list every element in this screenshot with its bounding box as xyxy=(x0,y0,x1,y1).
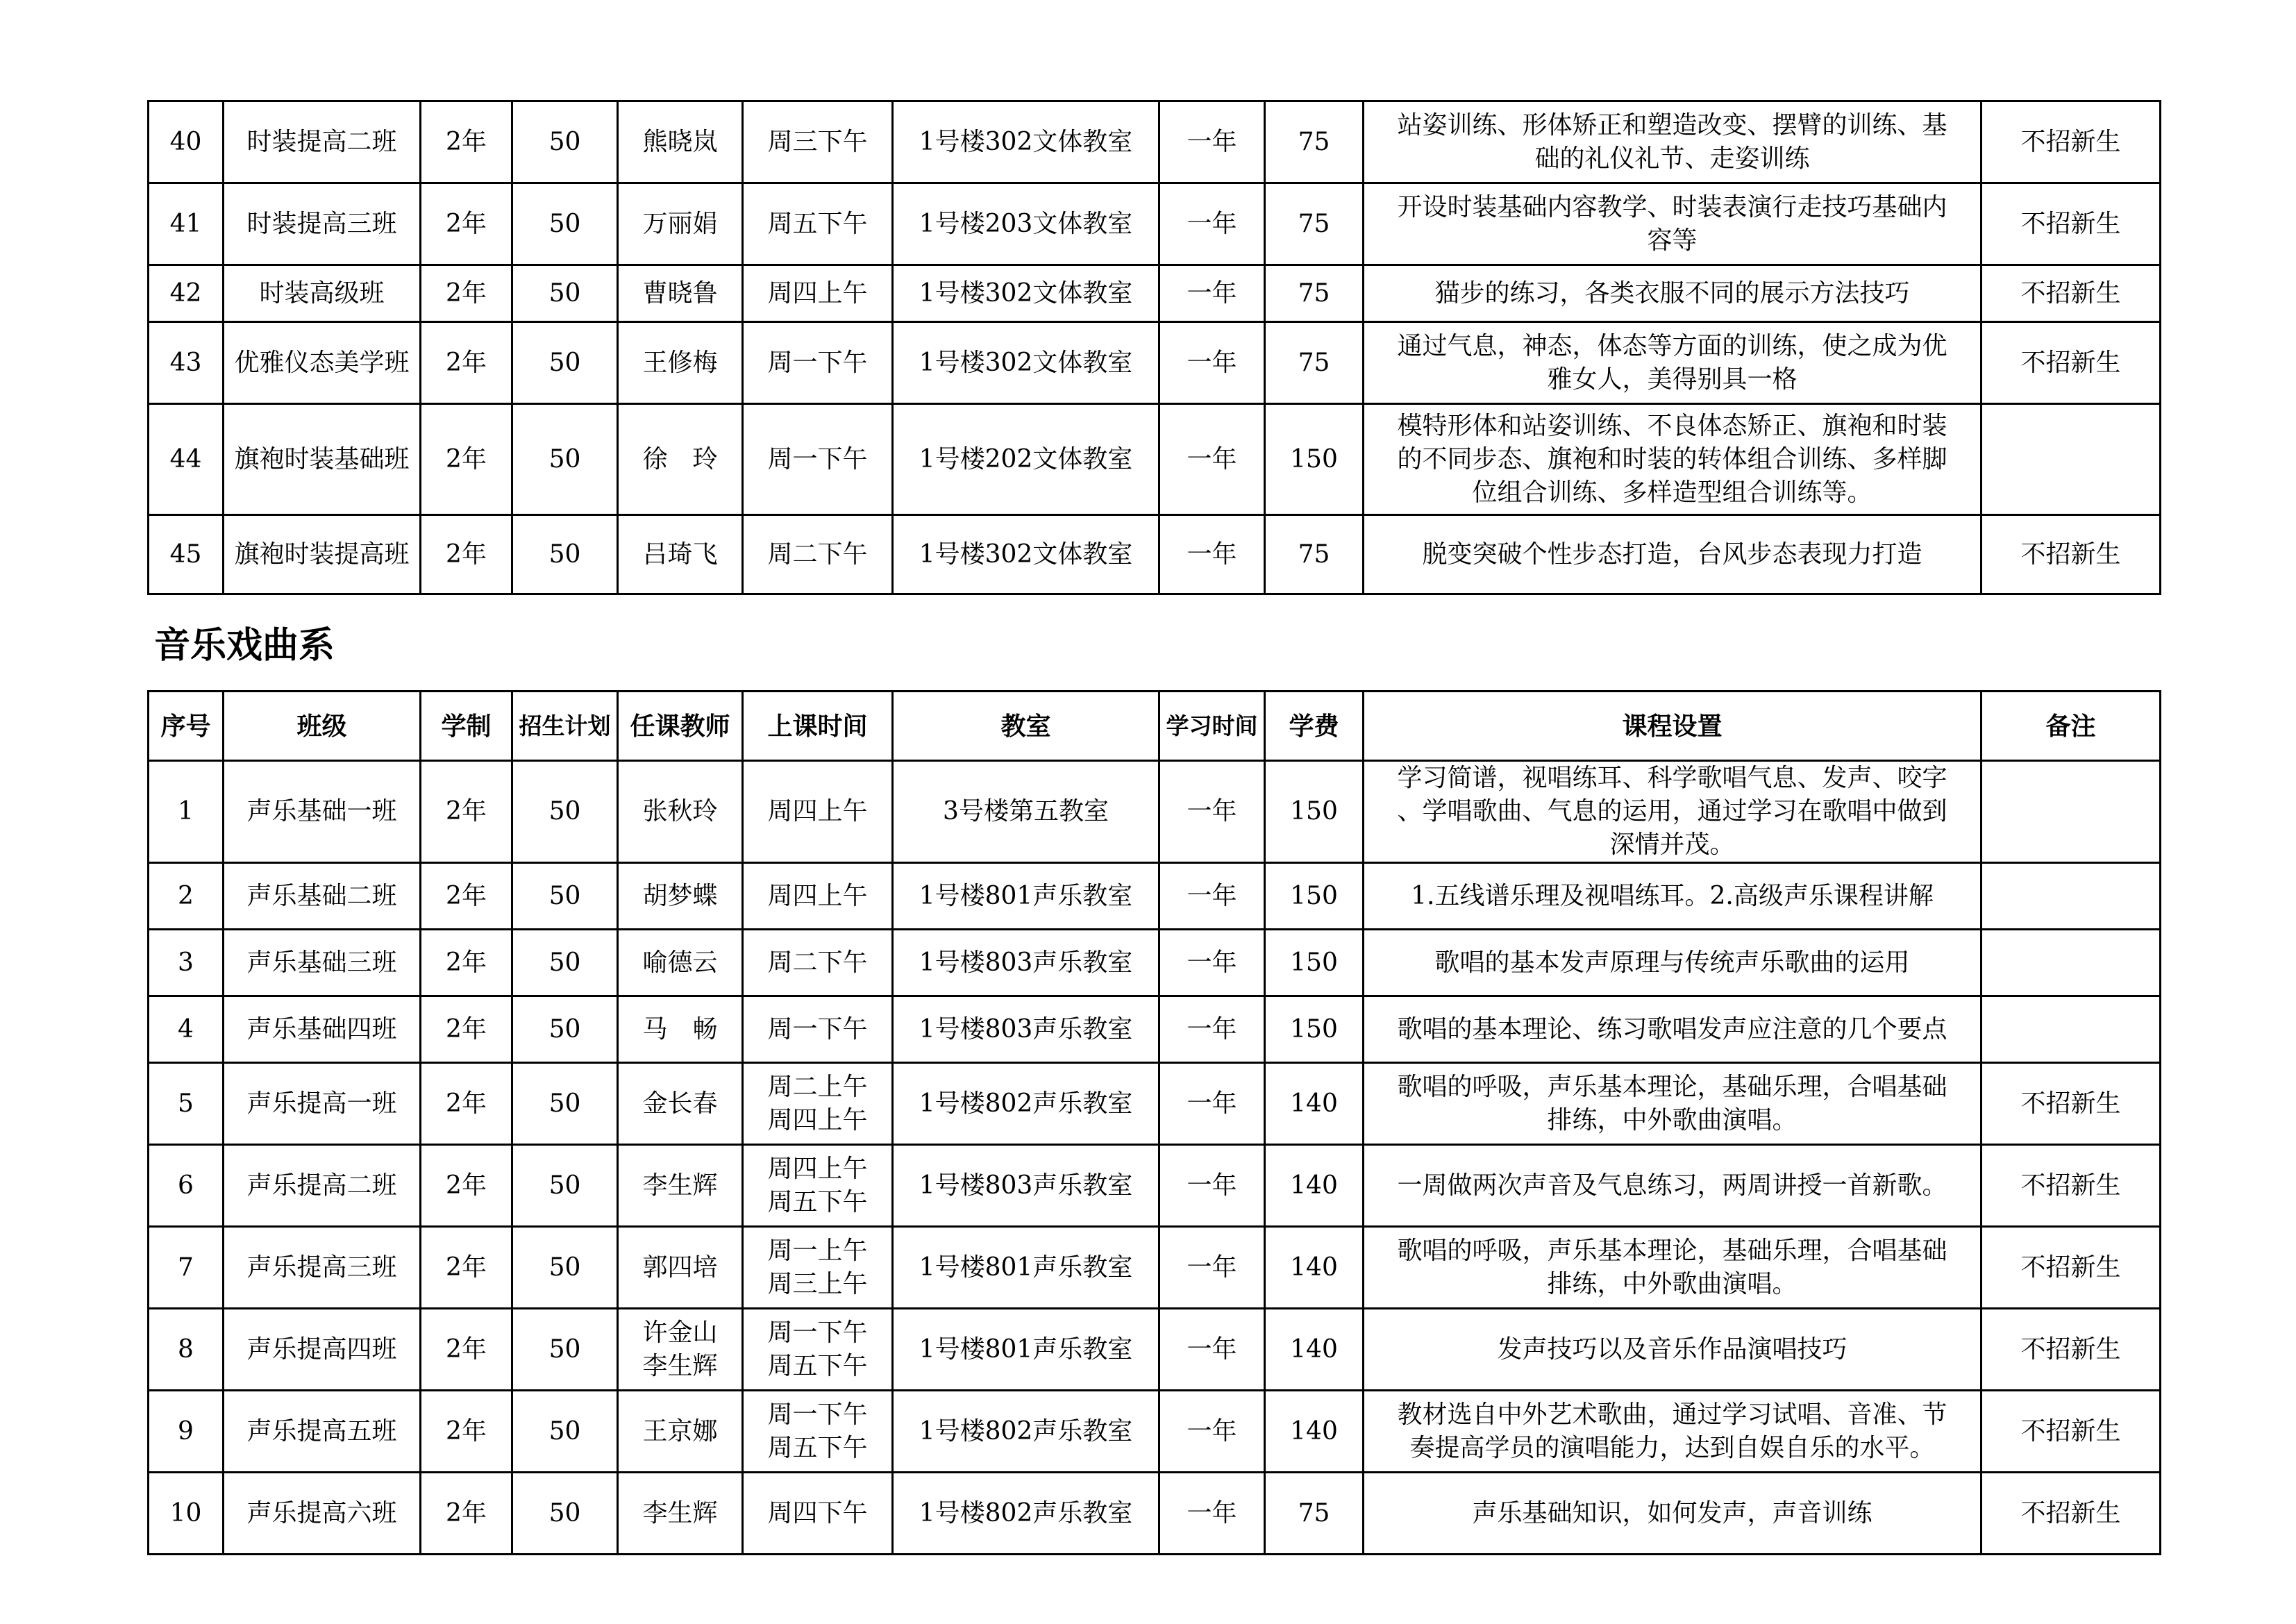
enrollment-plan: 50 xyxy=(512,101,618,183)
row-number: 10 xyxy=(149,1473,224,1555)
class-name: 时装高级班 xyxy=(224,265,421,322)
class-name: 优雅仪态美学班 xyxy=(224,322,421,404)
enrollment-plan: 50 xyxy=(512,1473,618,1555)
tuition-fee: 140 xyxy=(1265,1063,1364,1145)
header-fee: 学费 xyxy=(1265,692,1364,761)
class-time xyxy=(743,1145,893,1227)
remark xyxy=(1981,761,2161,863)
course-content-line: 容等 xyxy=(1647,226,1698,255)
header-duration: 学习时间 xyxy=(1159,692,1265,761)
header-course: 课程设置 xyxy=(1364,692,1981,761)
class-name: 时装提高三班 xyxy=(224,183,421,265)
row-number: 1 xyxy=(149,761,224,863)
study-duration: 一年 xyxy=(1159,515,1265,594)
course-content-line: 一周做两次声音及气息练习，两周讲授一首新歌。 xyxy=(1397,1171,1947,1200)
teacher xyxy=(618,1473,743,1555)
course-content-line: 发声技巧以及音乐作品演唱技巧 xyxy=(1497,1334,1847,1364)
class-time-line: 周四下午 xyxy=(767,1498,868,1527)
tuition-fee: 140 xyxy=(1265,1145,1364,1227)
class-time-line: 周一下午 xyxy=(767,348,868,377)
course-content-line: 排练，中外歌曲演唱。 xyxy=(1547,1269,1798,1298)
row-number: 3 xyxy=(149,930,224,996)
class-time-line: 周二上午 xyxy=(767,1072,868,1101)
course-content xyxy=(1364,183,1981,265)
study-duration: 一年 xyxy=(1159,183,1265,265)
classroom: 1号楼302文体教室 xyxy=(893,101,1159,183)
header-plan: 招生计划 xyxy=(512,692,618,761)
school-term: 2年 xyxy=(421,996,512,1063)
row-number: 6 xyxy=(149,1145,224,1227)
teacher-line: 万丽娟 xyxy=(642,209,718,238)
remark xyxy=(1981,996,2161,1063)
class-name: 声乐基础三班 xyxy=(224,930,421,996)
table-row xyxy=(149,322,2161,404)
course-content xyxy=(1364,1391,1981,1473)
enrollment-plan: 50 xyxy=(512,265,618,322)
class-name: 声乐基础一班 xyxy=(224,761,421,863)
course-content-line: 位组合训练、多样造型组合训练等。 xyxy=(1472,478,1872,507)
section-title: 音乐戏曲系 xyxy=(154,625,335,667)
tuition-fee: 150 xyxy=(1265,996,1364,1063)
school-term: 2年 xyxy=(421,1473,512,1555)
course-content-line: 1.五线谱乐理及视唱练耳。2.高级声乐课程讲解 xyxy=(1411,881,1934,910)
course-table-fashion xyxy=(147,100,2161,595)
table-row xyxy=(149,183,2161,265)
class-time-line: 周一下午 xyxy=(767,1400,868,1429)
remark: 不招新生 xyxy=(1981,1473,2161,1555)
tuition-fee: 140 xyxy=(1265,1309,1364,1391)
remark: 不招新生 xyxy=(1981,515,2161,594)
teacher-line: 胡梦蝶 xyxy=(642,881,718,910)
school-term: 2年 xyxy=(421,761,512,863)
study-duration: 一年 xyxy=(1159,322,1265,404)
enrollment-plan: 50 xyxy=(512,1391,618,1473)
enrollment-plan: 50 xyxy=(512,930,618,996)
course-content-line: 排练，中外歌曲演唱。 xyxy=(1547,1105,1798,1135)
remark: 不招新生 xyxy=(1981,183,2161,265)
classroom: 1号楼801声乐教室 xyxy=(893,1309,1159,1391)
teacher xyxy=(618,761,743,863)
course-content-line: 脱变突破个性步态打造，台风步态表现力打造 xyxy=(1422,539,1922,569)
classroom: 1号楼802声乐教室 xyxy=(893,1391,1159,1473)
class-name: 时装提高二班 xyxy=(224,101,421,183)
class-name: 旗袍时装提高班 xyxy=(224,515,421,594)
course-content-line: 模特形体和站姿训练、不良体态矫正、旗袍和时装 xyxy=(1397,411,1947,440)
course-content-line: 开设时装基础内容教学、时装表演行走技巧基础内 xyxy=(1397,192,1947,221)
class-time xyxy=(743,996,893,1063)
class-time-line: 周四上午 xyxy=(767,1105,868,1135)
course-content-line: 础的礼仪礼节、走姿训练 xyxy=(1534,144,1810,173)
teacher-line: 金长春 xyxy=(642,1089,718,1118)
row-number: 4 xyxy=(149,996,224,1063)
tuition-fee: 75 xyxy=(1265,101,1364,183)
class-time xyxy=(743,1309,893,1391)
school-term: 2年 xyxy=(421,1063,512,1145)
teacher-line: 王京娜 xyxy=(642,1416,718,1446)
classroom: 1号楼302文体教室 xyxy=(893,265,1159,322)
course-content xyxy=(1364,996,1981,1063)
teacher xyxy=(618,322,743,404)
header-class: 班级 xyxy=(224,692,421,761)
course-content xyxy=(1364,322,1981,404)
course-content xyxy=(1364,761,1981,863)
remark: 不招新生 xyxy=(1981,1227,2161,1309)
class-time xyxy=(743,265,893,322)
header-no: 序号 xyxy=(149,692,224,761)
study-duration: 一年 xyxy=(1159,930,1265,996)
tuition-fee: 140 xyxy=(1265,1391,1364,1473)
row-number: 9 xyxy=(149,1391,224,1473)
header-note: 备注 xyxy=(1981,692,2161,761)
course-table-music xyxy=(147,690,2161,1555)
study-duration: 一年 xyxy=(1159,1227,1265,1309)
teacher-line: 张秋玲 xyxy=(642,797,718,826)
teacher-line: 王修梅 xyxy=(642,348,718,377)
row-number: 5 xyxy=(149,1063,224,1145)
tuition-fee: 150 xyxy=(1265,404,1364,515)
class-name: 声乐提高一班 xyxy=(224,1063,421,1145)
course-content-line: 教材选自中外艺术歌曲，通过学习试唱、音准、节 xyxy=(1397,1400,1947,1429)
study-duration: 一年 xyxy=(1159,101,1265,183)
study-duration: 一年 xyxy=(1159,761,1265,863)
enrollment-plan: 50 xyxy=(512,996,618,1063)
teacher xyxy=(618,101,743,183)
class-time xyxy=(743,930,893,996)
course-content-line: 奏提高学员的演唱能力，达到自娱自乐的水平。 xyxy=(1409,1433,1935,1462)
class-time xyxy=(743,1391,893,1473)
tuition-fee: 150 xyxy=(1265,930,1364,996)
classroom: 1号楼803声乐教室 xyxy=(893,1145,1159,1227)
course-content-line: 猫步的练习，各类衣服不同的展示方法技巧 xyxy=(1434,278,1910,308)
remark xyxy=(1981,930,2161,996)
teacher xyxy=(618,404,743,515)
row-number: 45 xyxy=(149,515,224,594)
school-term: 2年 xyxy=(421,404,512,515)
enrollment-plan: 50 xyxy=(512,404,618,515)
class-time-line: 周一下午 xyxy=(767,1014,868,1044)
course-content xyxy=(1364,1473,1981,1555)
enrollment-plan: 50 xyxy=(512,1063,618,1145)
table-row xyxy=(149,1309,2161,1391)
course-content xyxy=(1364,101,1981,183)
school-term: 2年 xyxy=(421,322,512,404)
row-number: 41 xyxy=(149,183,224,265)
classroom: 1号楼803声乐教室 xyxy=(893,930,1159,996)
class-time xyxy=(743,1473,893,1555)
tuition-fee: 75 xyxy=(1265,265,1364,322)
class-time xyxy=(743,404,893,515)
school-term: 2年 xyxy=(421,1227,512,1309)
table-row xyxy=(149,761,2161,863)
enrollment-plan: 50 xyxy=(512,515,618,594)
study-duration: 一年 xyxy=(1159,1473,1265,1555)
table-body xyxy=(149,761,2161,1555)
class-time-line: 周四上午 xyxy=(767,881,868,910)
school-term: 2年 xyxy=(421,1391,512,1473)
remark: 不招新生 xyxy=(1981,322,2161,404)
classroom: 1号楼202文体教室 xyxy=(893,404,1159,515)
class-name: 声乐基础二班 xyxy=(224,863,421,930)
classroom: 1号楼802声乐教室 xyxy=(893,1063,1159,1145)
teacher xyxy=(618,930,743,996)
tuition-fee: 75 xyxy=(1265,1473,1364,1555)
teacher-line: 马 畅 xyxy=(642,1014,718,1044)
course-content xyxy=(1364,930,1981,996)
tuition-fee: 75 xyxy=(1265,322,1364,404)
table-row xyxy=(149,930,2161,996)
teacher-line: 李生辉 xyxy=(642,1171,718,1200)
course-content-line: 歌唱的基本理论、练习歌唱发声应注意的几个要点 xyxy=(1397,1014,1947,1044)
course-content-line: 站姿训练、形体矫正和塑造改变、摆臂的训练、基 xyxy=(1397,110,1947,140)
study-duration: 一年 xyxy=(1159,996,1265,1063)
course-content xyxy=(1364,863,1981,930)
class-time-line: 周一下午 xyxy=(767,444,868,474)
table-row xyxy=(149,1473,2161,1555)
teacher-line: 郭四培 xyxy=(642,1253,718,1282)
course-content xyxy=(1364,1227,1981,1309)
class-time-line: 周一下午 xyxy=(767,1318,868,1347)
class-name: 声乐基础四班 xyxy=(224,996,421,1063)
course-content-line: 深情并茂。 xyxy=(1609,830,1735,859)
teacher xyxy=(618,183,743,265)
remark xyxy=(1981,404,2161,515)
class-time-line: 周五下午 xyxy=(767,209,868,238)
class-time xyxy=(743,863,893,930)
course-content xyxy=(1364,1145,1981,1227)
class-name: 声乐提高六班 xyxy=(224,1473,421,1555)
teacher xyxy=(618,265,743,322)
table-row xyxy=(149,1227,2161,1309)
row-number: 8 xyxy=(149,1309,224,1391)
table-row xyxy=(149,996,2161,1063)
remark xyxy=(1981,863,2161,930)
table-row xyxy=(149,515,2161,594)
course-content-line: 通过气息，神态，体态等方面的训练，使之成为优 xyxy=(1397,331,1947,360)
row-number: 42 xyxy=(149,265,224,322)
class-time-line: 周一上午 xyxy=(767,1236,868,1265)
class-time-line: 周四上午 xyxy=(767,797,868,826)
school-term: 2年 xyxy=(421,863,512,930)
classroom: 1号楼302文体教室 xyxy=(893,322,1159,404)
teacher-line: 吕琦飞 xyxy=(642,539,718,569)
table-row xyxy=(149,1391,2161,1473)
class-name: 声乐提高四班 xyxy=(224,1309,421,1391)
classroom: 1号楼302文体教室 xyxy=(893,515,1159,594)
teacher xyxy=(618,1145,743,1227)
classroom: 1号楼803声乐教室 xyxy=(893,996,1159,1063)
enrollment-plan: 50 xyxy=(512,863,618,930)
course-content-line: 的不同步态、旗袍和时装的转体组合训练、多样脚 xyxy=(1397,444,1947,474)
header-room: 教室 xyxy=(893,692,1159,761)
teacher xyxy=(618,996,743,1063)
teacher xyxy=(618,1309,743,1391)
school-term: 2年 xyxy=(421,265,512,322)
school-term: 2年 xyxy=(421,101,512,183)
class-time xyxy=(743,322,893,404)
course-content xyxy=(1364,1309,1981,1391)
class-time-line: 周三上午 xyxy=(767,1269,868,1298)
teacher-line: 喻德云 xyxy=(642,948,718,977)
course-content-line: 、学唱歌曲、气息的运用，通过学习在歌唱中做到 xyxy=(1397,797,1947,826)
class-time xyxy=(743,1227,893,1309)
school-term: 2年 xyxy=(421,515,512,594)
teacher xyxy=(618,1063,743,1145)
table-row xyxy=(149,863,2161,930)
study-duration: 一年 xyxy=(1159,265,1265,322)
class-time-line: 周五下午 xyxy=(767,1351,868,1380)
classroom: 1号楼801声乐教室 xyxy=(893,863,1159,930)
class-name: 声乐提高三班 xyxy=(224,1227,421,1309)
teacher xyxy=(618,515,743,594)
course-content xyxy=(1364,1063,1981,1145)
class-name: 声乐提高二班 xyxy=(224,1145,421,1227)
classroom: 3号楼第五教室 xyxy=(893,761,1159,863)
school-term: 2年 xyxy=(421,183,512,265)
class-time xyxy=(743,101,893,183)
school-term: 2年 xyxy=(421,930,512,996)
class-time-line: 周三下午 xyxy=(767,127,868,156)
remark: 不招新生 xyxy=(1981,1309,2161,1391)
study-duration: 一年 xyxy=(1159,1063,1265,1145)
class-name: 旗袍时装基础班 xyxy=(224,404,421,515)
teacher-line: 李生辉 xyxy=(642,1498,718,1527)
class-time-line: 周五下午 xyxy=(767,1187,868,1216)
study-duration: 一年 xyxy=(1159,1391,1265,1473)
class-time-line: 周二下午 xyxy=(767,948,868,977)
study-duration: 一年 xyxy=(1159,1309,1265,1391)
classroom: 1号楼801声乐教室 xyxy=(893,1227,1159,1309)
course-content xyxy=(1364,404,1981,515)
teacher xyxy=(618,1227,743,1309)
study-duration: 一年 xyxy=(1159,404,1265,515)
course-content-line: 学习简谱，视唱练耳、科学歌唱气息、发声、咬字 xyxy=(1397,764,1947,792)
remark: 不招新生 xyxy=(1981,265,2161,322)
course-content-line: 歌唱的基本发声原理与传统声乐歌曲的运用 xyxy=(1434,948,1910,977)
row-number: 2 xyxy=(149,863,224,930)
classroom: 1号楼802声乐教室 xyxy=(893,1473,1159,1555)
course-content-line: 雅女人，美得别具一格 xyxy=(1547,365,1798,394)
header-teacher: 任课教师 xyxy=(618,692,743,761)
class-time-line: 周二下午 xyxy=(767,539,868,569)
remark: 不招新生 xyxy=(1981,1145,2161,1227)
class-time-line: 周五下午 xyxy=(767,1433,868,1462)
teacher-line: 李生辉 xyxy=(642,1351,718,1380)
table-body xyxy=(149,101,2161,594)
header-time: 上课时间 xyxy=(743,692,893,761)
teacher xyxy=(618,1391,743,1473)
tuition-fee: 75 xyxy=(1265,183,1364,265)
course-content xyxy=(1364,515,1981,594)
enrollment-plan: 50 xyxy=(512,1309,618,1391)
study-duration: 一年 xyxy=(1159,863,1265,930)
teacher-line: 熊晓岚 xyxy=(642,127,718,156)
class-time xyxy=(743,515,893,594)
teacher-line: 徐 玲 xyxy=(642,444,718,474)
remark: 不招新生 xyxy=(1981,1391,2161,1473)
enrollment-plan: 50 xyxy=(512,1227,618,1309)
school-term: 2年 xyxy=(421,1145,512,1227)
remark: 不招新生 xyxy=(1981,101,2161,183)
class-time xyxy=(743,183,893,265)
enrollment-plan: 50 xyxy=(512,761,618,863)
tuition-fee: 75 xyxy=(1265,515,1364,594)
class-time-line: 周四上午 xyxy=(767,278,868,308)
teacher xyxy=(618,863,743,930)
class-time-line: 周四上午 xyxy=(767,1154,868,1183)
school-term: 2年 xyxy=(421,1309,512,1391)
study-duration: 一年 xyxy=(1159,1145,1265,1227)
enrollment-plan: 50 xyxy=(512,1145,618,1227)
table-row xyxy=(149,404,2161,515)
class-time xyxy=(743,1063,893,1145)
remark: 不招新生 xyxy=(1981,1063,2161,1145)
class-name: 声乐提高五班 xyxy=(224,1391,421,1473)
class-time xyxy=(743,761,893,863)
table-row xyxy=(149,1063,2161,1145)
tuition-fee: 150 xyxy=(1265,863,1364,930)
row-number: 43 xyxy=(149,322,224,404)
enrollment-plan: 50 xyxy=(512,322,618,404)
row-number: 44 xyxy=(149,404,224,515)
table-header-row xyxy=(149,692,2161,761)
course-content xyxy=(1364,265,1981,322)
course-content-line: 歌唱的呼吸，声乐基本理论，基础乐理，合唱基础 xyxy=(1397,1072,1947,1101)
table-row xyxy=(149,1145,2161,1227)
row-number: 40 xyxy=(149,101,224,183)
teacher-line: 许金山 xyxy=(642,1318,718,1347)
tuition-fee: 140 xyxy=(1265,1227,1364,1309)
classroom: 1号楼203文体教室 xyxy=(893,183,1159,265)
teacher-line: 曹晓鲁 xyxy=(642,278,718,308)
tuition-fee: 150 xyxy=(1265,761,1364,863)
row-number: 7 xyxy=(149,1227,224,1309)
table-row xyxy=(149,265,2161,322)
course-content-line: 声乐基础知识，如何发声，声音训练 xyxy=(1472,1498,1872,1527)
enrollment-plan: 50 xyxy=(512,183,618,265)
header-term: 学制 xyxy=(421,692,512,761)
course-content-line: 歌唱的呼吸，声乐基本理论，基础乐理，合唱基础 xyxy=(1397,1236,1947,1265)
table-row xyxy=(149,101,2161,183)
